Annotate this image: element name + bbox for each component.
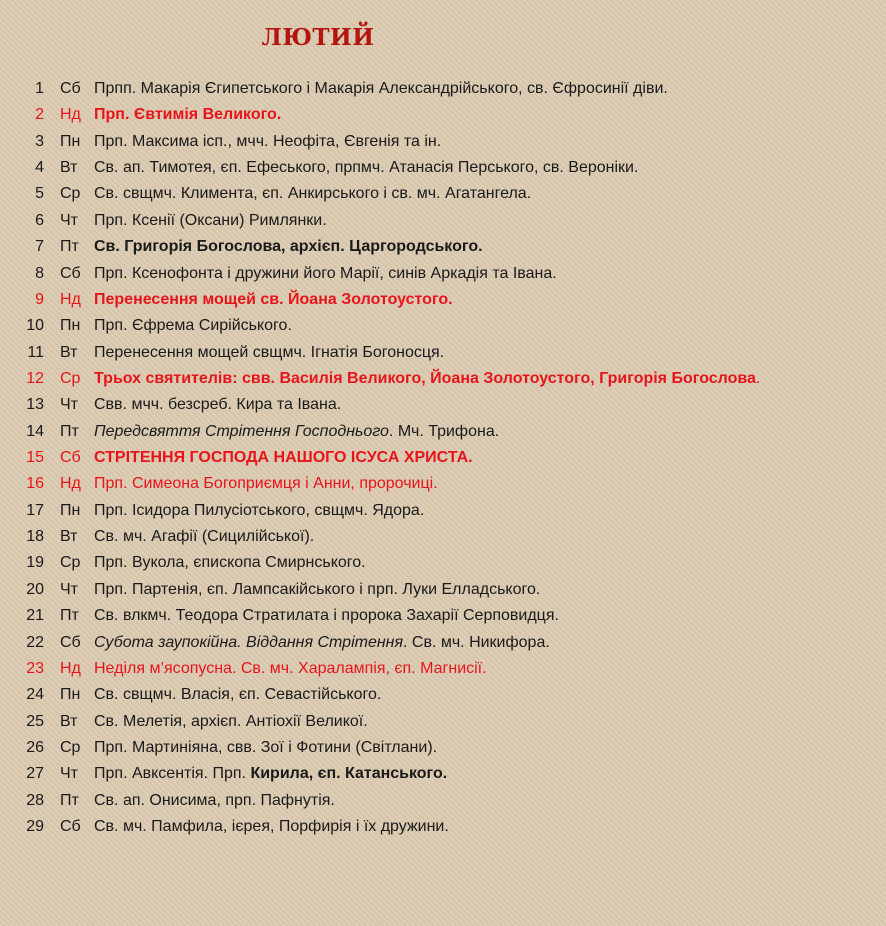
feast-description bbox=[94, 445, 473, 471]
feast-text-segment: Прп. Ксенії (Оксани) Римлянки. bbox=[94, 211, 327, 229]
day-number: 26 bbox=[26, 738, 44, 756]
day-number: 1 bbox=[35, 80, 44, 97]
weekday: Пт bbox=[60, 422, 79, 440]
feast-description bbox=[94, 287, 453, 313]
feast-description bbox=[94, 603, 559, 629]
weekday: Нд bbox=[60, 475, 81, 493]
weekday: Пн bbox=[60, 501, 81, 519]
weekday: Чт bbox=[60, 765, 78, 783]
weekday: Вт bbox=[60, 528, 78, 546]
day-number: 19 bbox=[26, 554, 44, 572]
weekday: Пн bbox=[60, 132, 81, 150]
feast-text-segment: Прп. Партенія, єп. Лампсакійського і прп. Луки Елладського. bbox=[94, 580, 541, 598]
feast-description bbox=[94, 814, 449, 840]
weekday: Ср bbox=[60, 738, 81, 756]
weekday: Сб bbox=[60, 818, 81, 836]
calendar-row bbox=[0, 524, 886, 550]
feast-text-segment: Прп. Симеона Богоприємця і Анни, пророчиці. bbox=[94, 475, 438, 493]
day-number: 25 bbox=[26, 712, 44, 730]
weekday: Чт bbox=[60, 396, 78, 414]
feast-text-segment: Субота заупокійна. Віддання Стрітення bbox=[94, 633, 403, 651]
calendar-row bbox=[0, 76, 886, 102]
weekday: Сб bbox=[60, 449, 81, 467]
weekday: Пн bbox=[60, 686, 81, 704]
weekday: Пн bbox=[60, 317, 81, 335]
feast-description bbox=[94, 682, 381, 708]
feast-text-segment: Св. свщмч. Климента, єп. Анкирського і св. мч. Агатангела. bbox=[94, 185, 532, 203]
weekday: Чт bbox=[60, 211, 78, 229]
feast-text-segment: Св. мч. Агафії (Сицилійської). bbox=[94, 528, 315, 546]
weekday: Вт bbox=[60, 712, 78, 730]
feast-description bbox=[94, 498, 424, 524]
calendar-row bbox=[0, 577, 886, 603]
calendar-row bbox=[0, 656, 886, 682]
day-number: 11 bbox=[27, 343, 44, 361]
calendar-row bbox=[0, 392, 886, 418]
feast-text-segment: Прп. Максима ісп., мчч. Неофіта, Євгенія та ін. bbox=[94, 132, 442, 150]
feast-text-segment: Трьох святителів: свв. Василія Великого, Йоана Золотоустого, Григорія Богослова bbox=[94, 369, 756, 387]
feast-description bbox=[94, 261, 557, 287]
feast-text-segment: СТРІТЕННЯ ГОСПОДА НАШОГО ІСУСА ХРИСТА. bbox=[94, 449, 473, 467]
weekday: Ср bbox=[60, 185, 81, 203]
feast-text-segment: Прпп. Макарія Єгипетського і Макарія Александрійського, св. Єфросинії діви. bbox=[94, 80, 668, 97]
feast-description bbox=[94, 471, 438, 497]
day-number: 22 bbox=[26, 633, 44, 651]
feast-text-segment: Прп. Євтимія Великого. bbox=[94, 106, 282, 124]
day-number: 28 bbox=[26, 791, 44, 809]
day-number: 6 bbox=[35, 211, 44, 229]
day-number: 14 bbox=[26, 422, 44, 440]
calendar-row bbox=[0, 287, 886, 313]
feast-text-segment: Св. свщмч. Власія, єп. Севастійського. bbox=[94, 686, 382, 704]
weekday: Пт bbox=[60, 238, 79, 256]
calendar-row bbox=[0, 155, 886, 181]
calendar-row bbox=[0, 788, 886, 814]
weekday: Сб bbox=[60, 633, 81, 651]
calendar-row bbox=[0, 550, 886, 576]
feast-text-segment: . bbox=[755, 369, 761, 387]
day-number: 21 bbox=[26, 607, 44, 625]
feast-description bbox=[94, 102, 281, 128]
feast-text-segment: Кирила, єп. Катанського. bbox=[250, 765, 448, 783]
feast-text-segment: . Мч. Трифона. bbox=[388, 422, 500, 440]
calendar-row bbox=[0, 682, 886, 708]
calendar-row bbox=[0, 709, 886, 735]
calendar-row bbox=[0, 181, 886, 207]
feast-text-segment: Св. Григорія Богослова, архієп. Царгородського. bbox=[94, 238, 483, 256]
calendar-row bbox=[0, 261, 886, 287]
day-number: 8 bbox=[35, 264, 44, 282]
day-number: 24 bbox=[26, 686, 44, 704]
feast-description bbox=[94, 735, 437, 761]
day-number: 3 bbox=[35, 132, 44, 150]
calendar-row bbox=[0, 340, 886, 366]
weekday: Сб bbox=[60, 80, 81, 97]
feast-text-segment: Св. Мелетія, архієп. Антіохії Великої. bbox=[94, 712, 368, 730]
weekday: Ср bbox=[60, 369, 81, 387]
day-number: 4 bbox=[35, 159, 44, 177]
day-number: 12 bbox=[26, 369, 44, 387]
feast-description bbox=[94, 577, 540, 603]
feast-text-segment: Прп. Ксенофонта і дружини його Марії, синів Аркадія та Івана. bbox=[94, 264, 557, 282]
feast-text-segment: . Св. мч. Никифора. bbox=[403, 633, 550, 651]
weekday: Пт bbox=[60, 607, 79, 625]
feast-description bbox=[94, 524, 314, 550]
weekday: Ср bbox=[60, 554, 81, 572]
feast-description bbox=[94, 155, 638, 181]
feast-description bbox=[94, 761, 447, 787]
calendar-row bbox=[0, 234, 886, 260]
feast-description bbox=[94, 709, 368, 735]
feast-text-segment: Прп. Мартиніяна, свв. Зої і Фотини (Світлани). bbox=[94, 738, 438, 756]
feast-text-segment: Прп. Вукола, єпископа Смирнського. bbox=[94, 554, 366, 572]
feast-text-segment: Св. ап. Тимотея, єп. Ефеського, прпмч. Атанасія Перського, св. Вероніки. bbox=[94, 159, 639, 177]
calendar-row bbox=[0, 630, 886, 656]
feast-text-segment: Неділя м’ясопусна. Св. мч. Харалампія, єп. Магнисії. bbox=[94, 659, 487, 677]
calendar-row bbox=[0, 313, 886, 339]
weekday: Нд bbox=[60, 659, 81, 677]
feast-text-segment: Св. мч. Памфила, ієрея, Порфирія і їх дружини. bbox=[94, 818, 449, 836]
feast-text-segment: Св. ап. Онисима, прп. Пафнутія. bbox=[94, 791, 335, 809]
day-number: 10 bbox=[26, 317, 44, 335]
feast-description bbox=[94, 181, 531, 207]
weekday: Вт bbox=[60, 159, 78, 177]
feast-description bbox=[94, 392, 341, 418]
calendar-row bbox=[0, 366, 886, 392]
calendar-row bbox=[0, 761, 886, 787]
weekday: Чт bbox=[60, 580, 78, 598]
feast-text-segment: Перенесення мощей св. Йоана Золотоустого. bbox=[94, 290, 453, 308]
feast-description bbox=[94, 366, 760, 392]
calendar-row bbox=[0, 471, 886, 497]
feast-description bbox=[94, 550, 366, 576]
calendar-row bbox=[0, 445, 886, 471]
calendar-row bbox=[0, 129, 886, 155]
day-number: 20 bbox=[26, 580, 44, 598]
feast-text-segment: Передсвяття Стрітення Господнього bbox=[94, 422, 389, 440]
day-number: 5 bbox=[35, 185, 44, 203]
month-title: ЛЮТИЙ bbox=[261, 24, 375, 51]
feast-text-segment: Прп. Ісидора Пилусіотського, свщмч. Ядора. bbox=[94, 501, 425, 519]
day-number: 27 bbox=[26, 765, 44, 783]
calendar-row bbox=[0, 419, 886, 445]
day-number: 23 bbox=[26, 659, 44, 677]
weekday: Вт bbox=[60, 343, 78, 361]
calendar-row bbox=[0, 814, 886, 840]
feast-description bbox=[94, 234, 483, 260]
feast-description bbox=[94, 630, 550, 656]
calendar-row bbox=[0, 102, 886, 128]
day-number: 7 bbox=[35, 238, 44, 256]
calendar-list bbox=[0, 76, 886, 840]
weekday: Нд bbox=[60, 106, 81, 124]
feast-text-segment: Св. влкмч. Теодора Стратилата і пророка Захарії Серповидця. bbox=[94, 607, 559, 625]
day-number: 13 bbox=[26, 396, 44, 414]
day-number: 2 bbox=[35, 106, 44, 124]
calendar-row bbox=[0, 498, 886, 524]
feast-description bbox=[94, 129, 441, 155]
feast-description bbox=[94, 313, 292, 339]
day-number: 18 bbox=[26, 528, 44, 546]
calendar-row bbox=[0, 603, 886, 629]
calendar-row bbox=[0, 208, 886, 234]
day-number: 17 bbox=[26, 501, 44, 519]
feast-text-segment: Прп. Авксентія. Прп. bbox=[94, 765, 251, 783]
day-number: 9 bbox=[35, 290, 44, 308]
weekday: Сб bbox=[60, 264, 81, 282]
feast-text-segment: Прп. Єфрема Сирійського. bbox=[94, 317, 292, 335]
calendar-row bbox=[0, 735, 886, 761]
weekday: Нд bbox=[60, 290, 81, 308]
feast-description bbox=[94, 208, 327, 234]
feast-text-segment: Свв. мчч. безсреб. Кира та Івана. bbox=[94, 396, 342, 414]
day-number: 15 bbox=[26, 449, 44, 467]
feast-description bbox=[94, 340, 444, 366]
feast-description bbox=[94, 76, 668, 102]
day-number: 29 bbox=[26, 818, 44, 836]
feast-description bbox=[94, 788, 335, 814]
day-number: 16 bbox=[26, 475, 44, 493]
feast-description bbox=[94, 656, 487, 682]
feast-text-segment: Перенесення мощей свщмч. Ігнатія Богоносця. bbox=[94, 343, 445, 361]
feast-description bbox=[94, 419, 499, 445]
weekday: Пт bbox=[60, 791, 79, 809]
